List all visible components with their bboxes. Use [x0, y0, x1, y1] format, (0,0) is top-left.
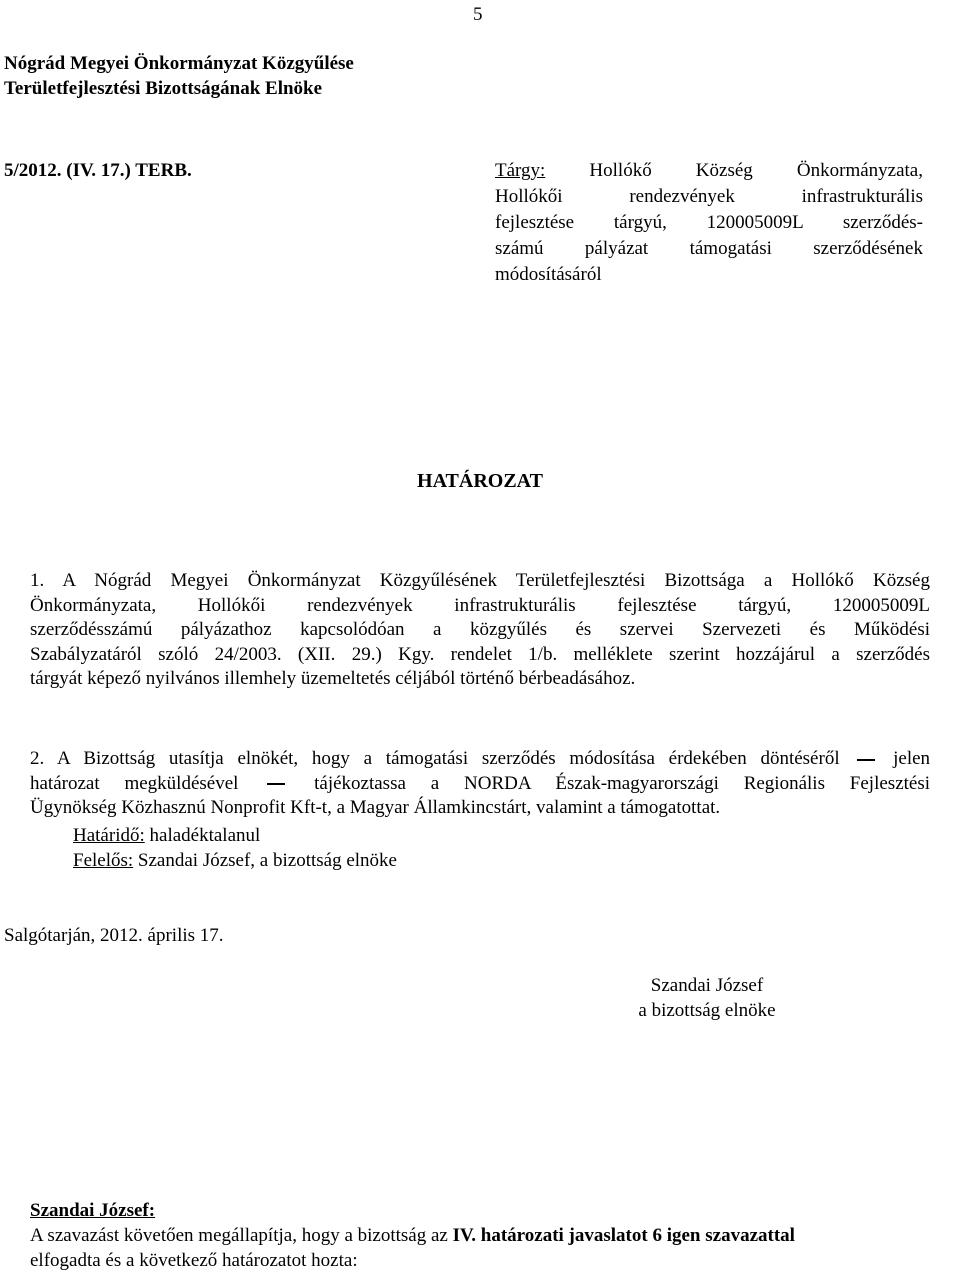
item-2-line-2	[30, 772, 930, 797]
item-2-text-1a: A Bizottság utasítja elnökét, hogy a támogatási szerződés módosítása érdekében döntéséről	[56, 748, 840, 769]
item-1-text-1: A Nógrád Megyei Önkormányzat Közgyűlésének Területfejlesztési Bizottsága a Hollókő Község	[62, 570, 930, 591]
subject-line-2: Hollókői rendezvények infrastrukturális	[495, 186, 923, 207]
item-2-text-2b: tájékoztassa a NORDA Észak-magyarországi Regionális Fejlesztési	[314, 772, 931, 794]
deadline-value: haladéktalanul	[149, 825, 261, 846]
item-2-line-3: Ügynökség Közhasznú Nonprofit Kft-t, a Magyar Államkincstárt, valamint a támogatottat.	[30, 797, 721, 818]
item-2-number: 2.	[30, 748, 45, 769]
deadline	[73, 824, 260, 848]
subject-text-1: Hollókő Község Önkormányzata,	[589, 160, 923, 181]
subject-line-1	[495, 159, 923, 185]
document-heading: HATÁROZAT	[417, 470, 543, 492]
place-date: Salgótarján, 2012. április 17.	[4, 925, 224, 946]
subject-line-4: számú pályázat támogatási szerződésének	[495, 238, 923, 259]
closing-bold-2: határozati javaslatot 6 igen szavazattal	[480, 1225, 795, 1246]
issuer-line-1: Nógrád Megyei Önkormányzat Közgyűlése	[4, 53, 354, 74]
speaker-label: Szandai József:	[30, 1200, 156, 1221]
deadline-label: Határidő:	[73, 825, 145, 846]
item-2-text-1b: jelen	[893, 748, 931, 769]
closing-bold-1: IV.	[452, 1225, 477, 1246]
signatory-title: a bizottság elnöke	[638, 1000, 776, 1021]
page-number: 5	[473, 4, 483, 25]
closing-line-1	[30, 1224, 930, 1249]
issuer-line-2: Területfejlesztési Bizottságának Elnöke	[4, 78, 323, 99]
signature-block	[624, 974, 790, 1024]
signatory-name: Szandai József	[650, 975, 764, 996]
item-1-line-4: Szabályzatáról szóló 24/2003. (XII. 29.) Kgy. rendelet 1/b. melléklete szerint hozzájárul a szerződés	[30, 643, 930, 665]
item-2-line-1	[0, 747, 930, 772]
responsible	[73, 849, 397, 873]
dash-mark	[857, 759, 875, 761]
resolution-item-1	[30, 569, 930, 692]
subject-line-3: fejlesztése tárgyú, 120005009L szerződés-	[495, 212, 923, 233]
subject-label: Tárgy:	[495, 160, 546, 181]
item-1-line-3: szerződésszámú pályázathoz kapcsolódóan a közgyűlés és szervei Szervezeti és Működési	[30, 619, 930, 640]
closing-text-1: A szavazást követően megállapítja, hogy a bizottság az	[30, 1225, 448, 1246]
item-1-line-1	[6, 569, 930, 594]
closing-line-2: elfogadta és a következő határozatot hozta:	[30, 1250, 358, 1271]
item-1-number: 1.	[30, 570, 45, 591]
resolution-item-2	[30, 747, 930, 821]
item-1-line-2: Önkormányzata, Hollókői rendezvények infrastrukturális fejlesztése tárgyú, 120005009L	[30, 594, 930, 616]
responsible-label: Felelős:	[73, 850, 134, 871]
closing-statement	[30, 1224, 930, 1274]
resolution-reference: 5/2012. (IV. 17.) TERB.	[4, 160, 192, 181]
responsible-value: Szandai József, a bizottság elnöke	[137, 850, 397, 871]
issuer-block	[4, 52, 354, 102]
item-1-line-5: tárgyát képező nyilvános illemhely üzemeltetés céljából történő bérbeadásához.	[30, 668, 636, 689]
dash-mark	[267, 783, 285, 785]
subject-line-5: módosításáról	[495, 264, 602, 285]
subject-block	[495, 159, 923, 289]
item-2-text-2a: határozat megküldésével	[30, 772, 239, 794]
